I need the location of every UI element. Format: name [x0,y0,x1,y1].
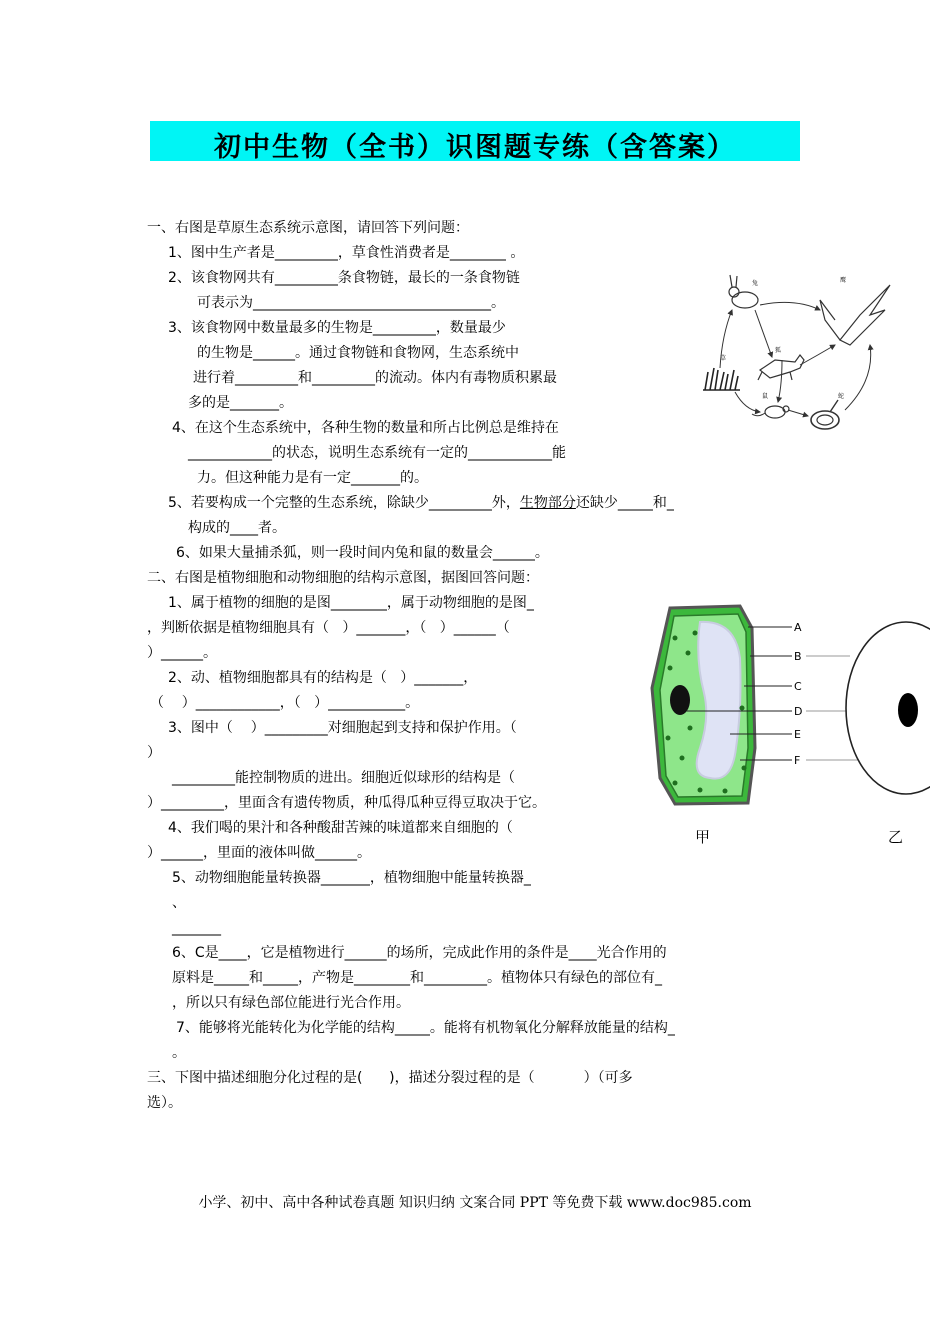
label-jia: 甲 [695,828,711,846]
q2-heading: 二、右图是植物细胞和动物细胞的结构示意图，据图回答问题： [147,570,539,586]
snake-icon [811,400,839,429]
q1-heading: 一、右图是草原生态系统示意图，请回答下列问题： [147,220,469,236]
q1-line-1: 1、图中生产者是_________，草食性消费者是________ 。 [168,245,525,261]
q2-line-11: ）______，里面的液体叫做______。 [147,845,371,861]
q1-line-6: 进行着_________和_________的流动。体内有毒物质积累最 [193,370,557,386]
cell-structure-diagram [640,598,930,858]
snake-label: 蛇 [838,393,845,400]
q2-line-12: 5、动物细胞能量转换器_______，植物细胞中能量转换器_ [172,870,531,886]
fox-icon [758,355,804,380]
q2-line-8: _________能控制物质的进出。细胞近似球形的结构是（ [172,770,515,786]
fox-label: 狐 [775,347,782,354]
q2-line-3: ）______。 [147,645,217,661]
q1-line-13: 6、如果大量捕杀狐，则一段时间内兔和鼠的数量会______。 [176,545,549,561]
q2-line-15: 6、C是____，它是植物进行______的场所，完成此作用的条件是____光合作用的 [172,945,667,961]
q1-line-2: 2、该食物网共有_________条食物链，最长的一条食物链 [168,270,520,286]
title-banner [150,121,800,161]
q2-line-13: 、 [172,895,186,911]
mouse-label: 鼠 [762,393,769,400]
label-yi: 乙 [888,828,904,846]
q1-line-9: ____________的状态，说明生态系统有一定的____________能 [188,445,566,461]
q2-line-18: 7、能够将光能转化为化学能的结构_____。能将有机物氧化分解释放能量的结构_ [176,1020,675,1036]
eagle-label: 鹰 [840,277,847,284]
label-b: B [794,650,802,663]
q2-line-2: ，判断依据是植物细胞具有（ ）_______，（ ）______（ [147,620,510,636]
label-c: C [794,680,802,693]
q1-line-12: 构成的____者。 [188,520,286,536]
q2-line-17: ，所以只有绿色部位能进行光合作用。 [172,995,410,1011]
label-f: F [794,754,801,767]
q2-line-7: ） [147,745,161,761]
animal-nucleus [898,693,918,727]
q2-line-16: 原料是_____和_____，产物是________和_________。植物体只有绿色的部位有_ [172,970,662,986]
q1-line-10: 力。但这种能力是有一定_______的。 [197,470,428,486]
q1-line-4: 3、该食物网中数量最多的生物是_________，数量最少 [168,320,506,336]
q2-line-6: 3、图中（ ）_________对细胞起到支持和保护作用。（ [168,720,517,736]
eagle-icon [820,285,890,345]
q2-line-1: 1、属于植物的细胞的是图________，属于动物细胞的是图_ [168,595,534,611]
q3-line-2: 选）。 [147,1095,182,1111]
q1-biotic-part: 生物部分 [519,495,576,511]
grass-icon [703,368,740,390]
label-a: A [794,621,802,634]
label-d: D [794,705,803,718]
q3-line-1: 三、下图中描述细胞分化过程的是( )，描述分裂过程的是（ ）（可多 [147,1070,633,1086]
page-title: 初中生物（全书）识图题专练（含答案） [214,132,736,163]
food-web-arrows [720,302,871,416]
q2-line-4: 2、动、植物细胞都具有的结构是（ ）_______， [168,670,478,686]
label-e: E [794,728,801,741]
q1-line-11c: 还缺少_____和_ [575,495,674,511]
grass-label: 草 [720,355,727,362]
q2-line-19: 。 [172,1045,186,1061]
q2-line-5: （ ）____________，（ ）___________。 [150,695,420,711]
q1-line-7: 多的是_______。 [188,395,293,411]
q1-line-3: 可表示为__________________________________。 [197,295,505,311]
q2-line-14: _______ [172,920,221,936]
rabbit-label: 兔 [752,280,759,287]
q1-line-8: 4、在这个生态系统中，各种生物的数量和所占比例总是维持在 [172,420,559,436]
q1-line-5: 的生物是______。通过食物链和食物网，生态系统中 [197,345,519,361]
q2-line-10: 4、我们喝的果汁和各种酸甜苦辣的味道都来自细胞的（ [168,820,513,836]
q2-line-9: ）_________，里面含有遗传物质，种瓜得瓜种豆得豆取决于它。 [147,795,546,811]
plant-cell [652,606,755,804]
q1-line-11a: 5、若要构成一个完整的生态系统，除缺少_________外， [168,495,520,511]
q1-line-11 [168,494,674,512]
footer-text: 小学、初中、高中各种试卷真题 知识归纳 文案合同 PPT 等免费下载 www.doc985.com [198,1195,752,1211]
food-web-diagram [700,260,915,435]
